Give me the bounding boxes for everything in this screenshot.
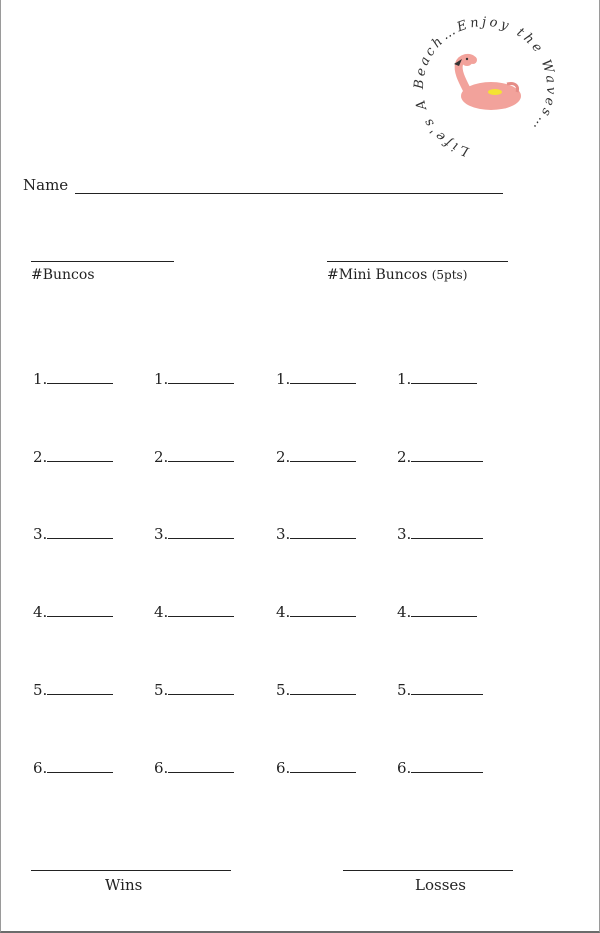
score-number: 6. <box>33 759 48 777</box>
score-number: 5. <box>276 681 291 699</box>
score-entry[interactable] <box>397 681 483 699</box>
score-entry[interactable] <box>154 525 234 543</box>
score-entry[interactable] <box>154 603 234 621</box>
score-number: 3. <box>154 525 169 543</box>
logo-ring-text: Life's A Beach…Enjoy the Waves… <box>411 14 559 159</box>
score-entry[interactable] <box>397 759 483 777</box>
name-line[interactable] <box>75 193 503 194</box>
score-number: 4. <box>33 603 48 621</box>
score-number: 5. <box>397 681 412 699</box>
wins-label: Wins <box>105 876 143 894</box>
flamingo-float-icon <box>454 54 521 110</box>
score-entry[interactable] <box>276 759 356 777</box>
score-number: 2. <box>397 448 412 466</box>
score-number: 5. <box>154 681 169 699</box>
score-number: 3. <box>397 525 412 543</box>
score-number: 6. <box>397 759 412 777</box>
score-entry[interactable] <box>276 370 356 388</box>
losses-line[interactable] <box>343 870 513 871</box>
score-number: 4. <box>276 603 291 621</box>
name-label: Name <box>23 176 69 194</box>
losses-label: Losses <box>415 876 466 894</box>
score-entry[interactable] <box>276 681 356 699</box>
score-number: 2. <box>276 448 291 466</box>
wins-line[interactable] <box>31 870 231 871</box>
score-entry[interactable] <box>154 759 234 777</box>
score-number: 6. <box>154 759 169 777</box>
score-number: 1. <box>154 370 169 388</box>
score-number: 4. <box>397 603 412 621</box>
buncos-label: #Buncos <box>31 267 95 283</box>
score-entry[interactable] <box>276 603 356 621</box>
score-number: 2. <box>33 448 48 466</box>
score-number: 4. <box>154 603 169 621</box>
score-number: 1. <box>33 370 48 388</box>
score-entry[interactable] <box>397 603 477 621</box>
score-number: 2. <box>154 448 169 466</box>
score-entry[interactable] <box>276 448 356 466</box>
score-entry[interactable] <box>33 370 113 388</box>
mini-buncos-points: (5pts) <box>431 268 468 282</box>
buncos-line[interactable] <box>31 261 174 262</box>
score-entry[interactable] <box>33 448 113 466</box>
score-entry[interactable] <box>397 525 483 543</box>
score-number: 1. <box>397 370 412 388</box>
score-entry[interactable] <box>33 525 113 543</box>
score-number: 3. <box>33 525 48 543</box>
logo <box>399 2 571 166</box>
score-number: 1. <box>276 370 291 388</box>
score-entry[interactable] <box>33 603 113 621</box>
score-number: 5. <box>33 681 48 699</box>
score-entry[interactable] <box>154 370 234 388</box>
mini-buncos-label <box>327 267 467 283</box>
score-entry[interactable] <box>397 370 477 388</box>
score-entry[interactable] <box>33 759 113 777</box>
score-number: 6. <box>276 759 291 777</box>
score-entry[interactable] <box>276 525 356 543</box>
score-entry[interactable] <box>154 681 234 699</box>
score-number: 3. <box>276 525 291 543</box>
mini-buncos-line[interactable] <box>327 261 508 262</box>
score-entry[interactable] <box>33 681 113 699</box>
score-entry[interactable] <box>154 448 234 466</box>
mini-buncos-title: #Mini Buncos <box>327 267 428 283</box>
score-entry[interactable] <box>397 448 483 466</box>
